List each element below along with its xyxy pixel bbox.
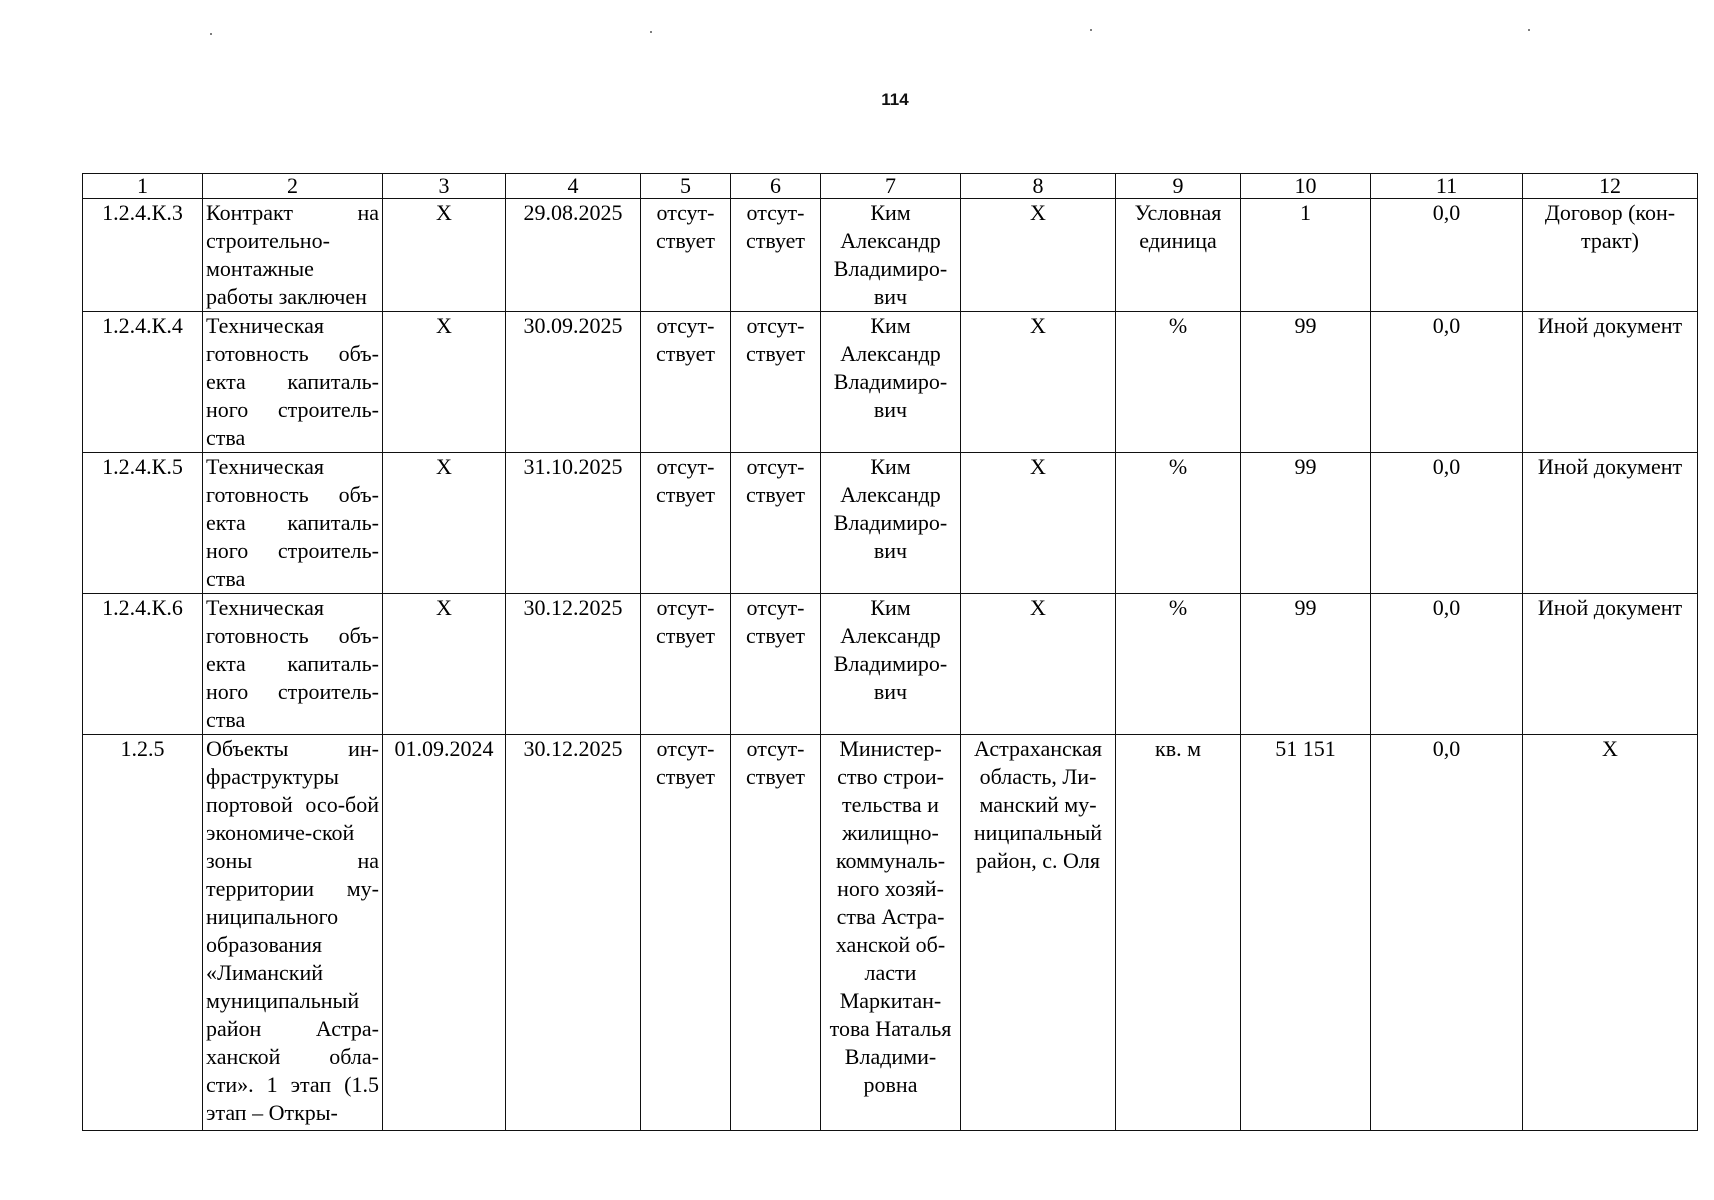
row-value: 1: [1241, 199, 1371, 312]
column-number: 10: [1241, 174, 1371, 199]
row-cell: отсут-ствует: [731, 453, 821, 594]
row-code: 1.2.4.К.6: [83, 594, 203, 735]
row-unit: %: [1116, 312, 1241, 453]
row-cell: отсут-ствует: [641, 453, 731, 594]
row-unit: %: [1116, 453, 1241, 594]
row-document: X: [1523, 735, 1698, 1131]
row-cell: X: [383, 453, 506, 594]
page-number: 114: [881, 90, 909, 109]
row-cell: 30.09.2025: [506, 312, 641, 453]
row-cell: отсут-ствует: [641, 199, 731, 312]
row-document: Иной документ: [1523, 594, 1698, 735]
row-unit: Условная единица: [1116, 199, 1241, 312]
row-cell: отсут-ствует: [641, 312, 731, 453]
row-responsible: Ким Александр Владимиро-вич: [821, 594, 961, 735]
row-cell: 31.10.2025: [506, 453, 641, 594]
row-cell: X: [961, 594, 1116, 735]
row-responsible: Ким Александр Владимиро-вич: [821, 199, 961, 312]
table-row: [83, 453, 1698, 594]
row-cell: отсут-ствует: [641, 735, 731, 1131]
column-number: 1: [83, 174, 203, 199]
row-cell: 0,0: [1371, 453, 1523, 594]
row-cell: 0,0: [1371, 312, 1523, 453]
row-cell: отсут-ствует: [641, 594, 731, 735]
table-row: [83, 735, 1698, 1131]
row-responsible: Ким Александр Владимиро-вич: [821, 312, 961, 453]
row-cell: отсут-ствует: [731, 594, 821, 735]
row-value: 99: [1241, 453, 1371, 594]
row-value: 99: [1241, 312, 1371, 453]
column-number: 11: [1371, 174, 1523, 199]
scan-speck: [1528, 29, 1530, 31]
row-cell: X: [961, 312, 1116, 453]
row-cell: 30.12.2025: [506, 594, 641, 735]
row-cell: 0,0: [1371, 594, 1523, 735]
row-name: Техническая готовность объ-екта капиталь-ного строитель-ства: [203, 594, 383, 735]
row-value: 51 151: [1241, 735, 1371, 1131]
row-document: Иной документ: [1523, 312, 1698, 453]
row-cell: 0,0: [1371, 199, 1523, 312]
row-cell: X: [961, 453, 1116, 594]
column-number: 3: [383, 174, 506, 199]
row-value: 99: [1241, 594, 1371, 735]
row-cell: 0,0: [1371, 735, 1523, 1131]
row-start-date: 01.09.2024: [383, 735, 506, 1131]
row-unit: %: [1116, 594, 1241, 735]
row-unit: кв. м: [1116, 735, 1241, 1131]
column-number: 9: [1116, 174, 1241, 199]
table-row: [83, 594, 1698, 735]
row-cell: отсут-ствует: [731, 199, 821, 312]
row-responsible: Ким Александр Владимиро-вич: [821, 453, 961, 594]
column-number-row: [83, 174, 1698, 199]
row-code: 1.2.4.К.4: [83, 312, 203, 453]
row-responsible: Министер-ство строи-тельства и жилищно-коммуналь-ного хозяй-ства Астра-ханской об-ласти Маркитан-това Наталья Владими-ровна: [821, 735, 961, 1131]
row-cell: X: [961, 199, 1116, 312]
row-cell: 30.12.2025: [506, 735, 641, 1131]
row-code: 1.2.4.К.3: [83, 199, 203, 312]
data-table: [82, 173, 1698, 1131]
column-number: 5: [641, 174, 731, 199]
table-row: [83, 199, 1698, 312]
scan-speck: [1090, 29, 1092, 31]
row-code: 1.2.5: [83, 735, 203, 1131]
row-cell: 29.08.2025: [506, 199, 641, 312]
row-name: Контракт на строительно-монтажные работы заключен: [203, 199, 383, 312]
column-number: 12: [1523, 174, 1698, 199]
column-number: 2: [203, 174, 383, 199]
row-location: Астраханская область, Ли-манский му-ниципальный район, с. Оля: [961, 735, 1116, 1131]
row-cell: X: [383, 594, 506, 735]
row-document: Иной документ: [1523, 453, 1698, 594]
table-row: [83, 312, 1698, 453]
row-document: Договор (кон-тракт): [1523, 199, 1698, 312]
row-name: Техническая готовность объ-екта капиталь-ного строитель-ства: [203, 312, 383, 453]
scan-speck: [650, 31, 652, 33]
row-name: Объекты ин-фраструктуры портовой осо-бой экономиче-ской зоны на территории му-ниципального образования «Лиманский муниципальный район Астра-ханской обла-сти». 1 этап (1.5 этап – Откры-: [203, 735, 383, 1131]
row-code: 1.2.4.К.5: [83, 453, 203, 594]
row-cell: X: [383, 312, 506, 453]
column-number: 8: [961, 174, 1116, 199]
scan-speck: [210, 33, 212, 35]
row-cell: отсут-ствует: [731, 735, 821, 1131]
column-number: 6: [731, 174, 821, 199]
row-name: Техническая готовность объ-екта капиталь-ного строитель-ства: [203, 453, 383, 594]
column-number: 7: [821, 174, 961, 199]
row-cell: X: [383, 199, 506, 312]
row-cell: отсут-ствует: [731, 312, 821, 453]
column-number: 4: [506, 174, 641, 199]
